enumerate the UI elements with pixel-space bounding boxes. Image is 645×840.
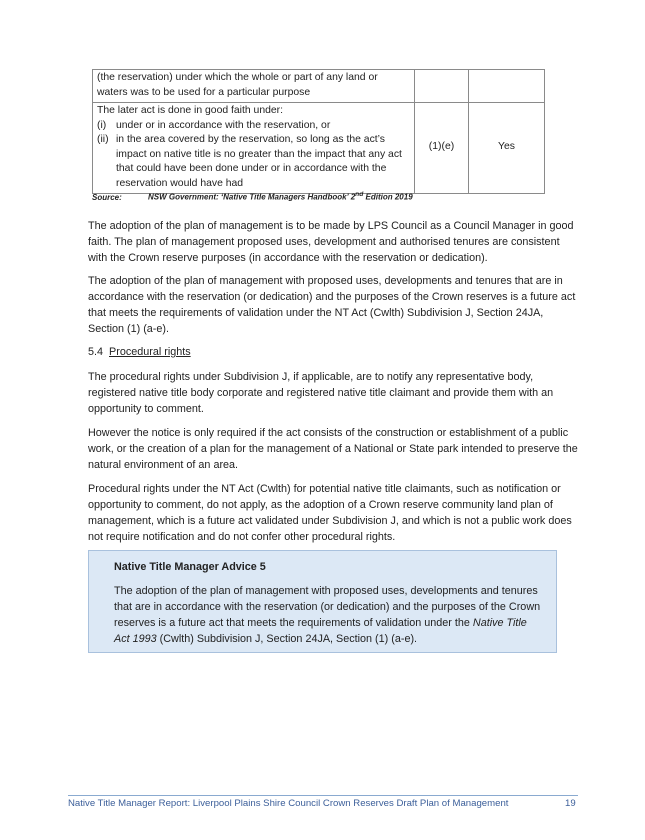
paragraph-not-apply: Procedural rights under the NT Act (Cwlth) for potential native title claimants, such as notification or opportunity to comment, do not apply, as the adoption of a Crown reserve community land plan of management, which is a future act validated under Subdivision J, and which is not a public work does not require notification and do not confer other procedural rights.	[88, 483, 572, 543]
paragraph-notice: However the notice is only required if the act consists of the construction or establishment of a public work, or the creation of a plan for the management of a National or State park intended to preserve the natural environment of an area.	[88, 427, 578, 471]
paragraph-future-act: The adoption of the plan of management with proposed uses, developments and tenures that are in accordance with the reservation (or dedication) and the purposes of the Crown reserves is a future act that meets the requirements of validation under the NT Act (Cwlth) Subdivision J, Section 24JA, Section (1) (a-e).	[88, 275, 576, 335]
table-cell-value	[469, 70, 545, 103]
advice-body-text: The adoption of the plan of management with proposed uses, developments and tenures that are in accordance with the reservation (or dedication) and the purposes of the Crown reserves is a future act that meets the requirements of validation under the	[114, 585, 541, 629]
source-label: Source:	[92, 192, 122, 202]
future-act-table	[92, 69, 545, 194]
advice-box	[88, 550, 557, 653]
list-item-text: under or in accordance with the reservation, or	[116, 119, 331, 131]
list-item-label: (ii)	[97, 134, 109, 146]
source-superscript: nd	[355, 191, 364, 198]
advice-title: Native Title Manager Advice 5	[114, 561, 266, 573]
section-title: Procedural rights	[109, 346, 191, 358]
table-cell-value: Yes	[469, 103, 545, 194]
source-text-suffix: Edition 2019	[363, 192, 413, 202]
table-cell-section: (1)(e)	[415, 103, 469, 194]
list-item	[97, 119, 410, 134]
source-text: NSW Government: ‘Native Title Managers Handbook’ 2	[148, 192, 356, 202]
advice-body	[114, 583, 542, 647]
list-item	[97, 133, 410, 191]
table-cell-section	[415, 70, 469, 103]
advice-body-suffix: (Cwlth) Subdivision J, Section 24JA, Section (1) (a-e).	[156, 633, 418, 645]
footer-divider	[68, 795, 578, 796]
section-number: 5.4	[88, 346, 104, 358]
table-cell-description: (the reservation) under which the whole or part of any land or waters was to be used for a particular purpose	[93, 70, 415, 103]
table-source-note	[92, 191, 413, 202]
paragraph-procedural-rights: The procedural rights under Subdivision J, if applicable, are to notify any representative body, registered native title body corporate and registered native title claimant and provide them with an opportunity to comment.	[88, 371, 554, 415]
advice-act-name: Native Title Act 1993	[114, 617, 527, 645]
table-cell-intro: The later act is done in good faith under:	[97, 105, 283, 116]
paragraph-adoption: The adoption of the plan of management is to be made by LPS Council as a Council Manager in good faith. The plan of management proposed uses, development and authorised tenures are consistent with the Crown reserve purposes (in accordance with the reservation or dedication).	[88, 220, 574, 264]
page-number: 19	[565, 798, 576, 809]
table-row	[93, 70, 545, 103]
table-cell-description	[93, 103, 415, 194]
list-item-label: (i)	[97, 119, 107, 131]
footer-report-title: Native Title Manager Report: Liverpool Plains Shire Council Crown Reserves Draft Plan of Management	[68, 798, 509, 809]
section-heading	[88, 344, 191, 360]
table-row	[93, 103, 545, 194]
list-item-text: in the area covered by the reservation, so long as the act’s impact on native title is no greater than the impact that any act that could have been done under or in accordance with the reservation would have had	[116, 134, 402, 189]
